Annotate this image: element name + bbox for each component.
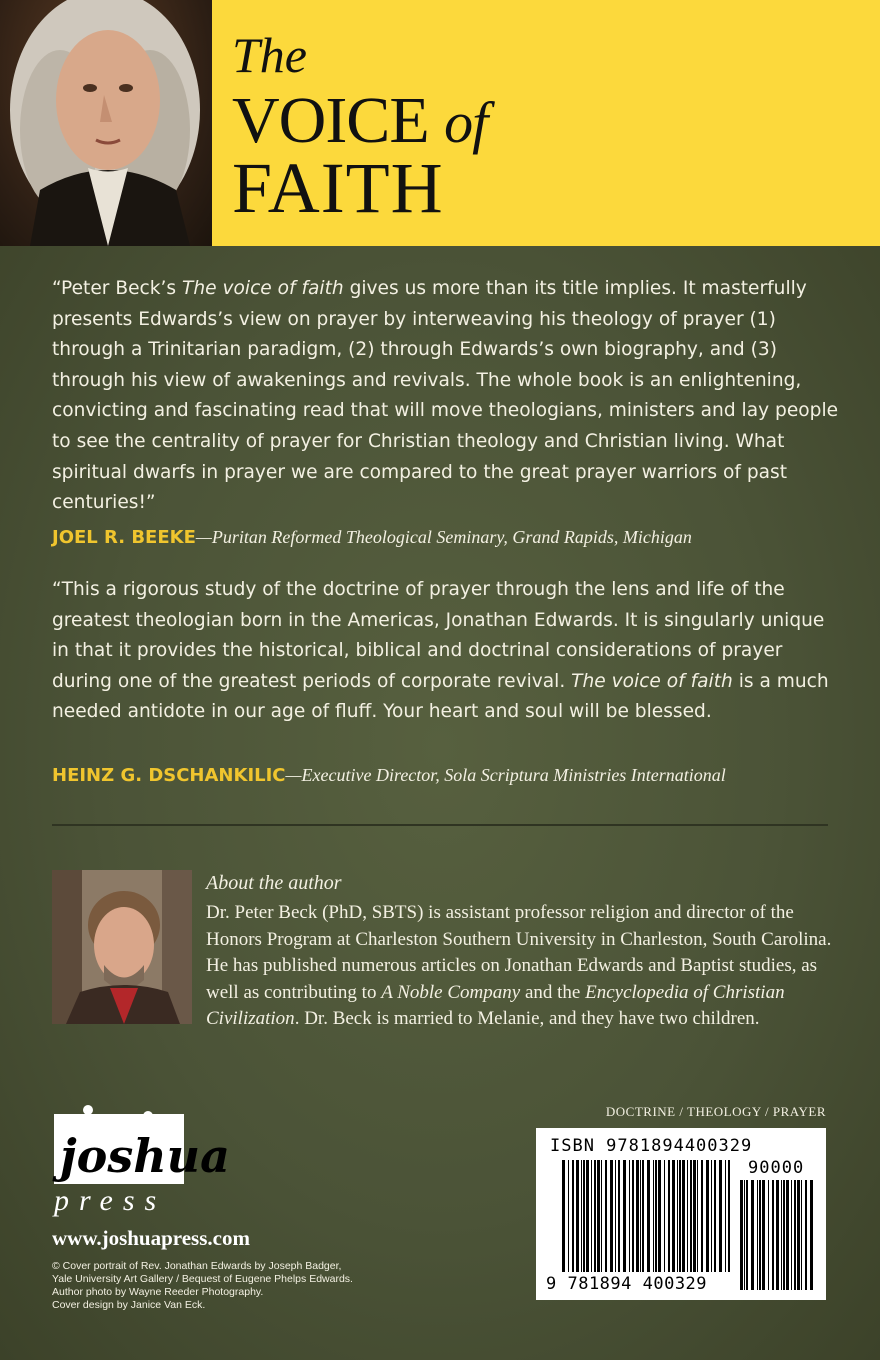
endorsement-attribution-1 bbox=[52, 527, 852, 548]
barcode-bar bbox=[794, 1180, 796, 1290]
barcode-bar bbox=[605, 1160, 607, 1272]
barcode-bar bbox=[597, 1160, 600, 1272]
title-banner bbox=[0, 0, 880, 246]
barcode-bar bbox=[615, 1160, 616, 1272]
logo-subword: press bbox=[54, 1184, 167, 1217]
endorsement-quote-1 bbox=[52, 274, 842, 519]
barcode-bar bbox=[746, 1180, 748, 1290]
barcode-bar bbox=[786, 1180, 789, 1290]
quote-1-text-a: “Peter Beck’s bbox=[52, 278, 183, 299]
barcode-bar bbox=[801, 1180, 802, 1290]
barcode-bar bbox=[711, 1160, 712, 1272]
joshua-press-logo bbox=[52, 1104, 230, 1217]
barcode-bar bbox=[781, 1180, 782, 1290]
title-of-word: of bbox=[444, 90, 488, 155]
isbn-label: ISBN 9781894400329 bbox=[550, 1136, 753, 1156]
barcode-bar bbox=[728, 1160, 730, 1272]
barcode-bar bbox=[677, 1160, 678, 1272]
barcode-bar bbox=[701, 1160, 703, 1272]
barcode-bar bbox=[664, 1160, 665, 1272]
barcode-bar bbox=[706, 1160, 709, 1272]
barcode-bar bbox=[653, 1160, 654, 1272]
ean-digits: 9 781894 400329 bbox=[546, 1274, 708, 1294]
barcode-bar bbox=[594, 1160, 596, 1272]
barcode-bar bbox=[757, 1180, 758, 1290]
credit-line: Yale University Art Gallery / Bequest of Eugene Phelps Edwards. bbox=[52, 1273, 353, 1285]
endorsement-attribution-2 bbox=[52, 765, 852, 786]
barcode-bar bbox=[751, 1180, 754, 1290]
barcode-bar bbox=[562, 1160, 565, 1272]
title-the: The bbox=[232, 27, 307, 83]
barcode-bar bbox=[744, 1180, 745, 1290]
endorser-affiliation-2: —Executive Director, Sola Scriptura Ministries International bbox=[285, 765, 726, 785]
price-code: 90000 bbox=[748, 1158, 805, 1178]
credit-line: Cover design by Janice Van Eck. bbox=[52, 1299, 206, 1311]
barcode-bar bbox=[568, 1160, 569, 1272]
title-voice-word: VOICE bbox=[232, 84, 429, 157]
barcode-bar bbox=[805, 1180, 807, 1290]
barcode-bar bbox=[740, 1180, 743, 1290]
about-italic-2: Encyclopedia of Christian Civilization bbox=[206, 981, 785, 1030]
barcode-bar bbox=[601, 1160, 602, 1272]
barcode-bar bbox=[679, 1160, 681, 1272]
barcode-bar bbox=[591, 1160, 592, 1272]
barcode-bar bbox=[572, 1160, 574, 1272]
credit-line: Author photo by Wayne Reeder Photography. bbox=[52, 1286, 264, 1298]
quote-1-text-b: gives us more than its title implies. It masterfully presents Edwards’s view on prayer by interweaving his theology of prayer (1) through a Trinitarian paradigm, (2) through Edwards’s own biography, and (3) through his view of awakenings and revivals. The whole book is an enlightening, convicting and fascinating read that will move theologians, ministers and lay people to see the centrality of prayer for Christian theology and Christian living. What spiritual dwarfs in prayer we are compared to the great prayer warriors of past centuries!” bbox=[52, 278, 839, 514]
barcode-bar bbox=[693, 1160, 696, 1272]
author-photo bbox=[52, 870, 192, 1024]
barcode-bar bbox=[791, 1180, 792, 1290]
quote-2-text-a: “This a rigorous study of the doctrine of prayer through the lens and life of the greatest theologian born in the Americas, Jonathan Edwards. It is singularly unique in that it provides the historical, biblical and doctrinal considerations of prayer during one of the greatest periods of corporate revival. bbox=[52, 579, 825, 692]
barcode-bar bbox=[640, 1160, 641, 1272]
edwards-portrait bbox=[0, 0, 212, 246]
barcode-bar bbox=[762, 1180, 765, 1290]
barcode-bar bbox=[658, 1160, 661, 1272]
addon-bars bbox=[740, 1180, 816, 1290]
cover-credits bbox=[52, 1260, 353, 1312]
isbn-barcode bbox=[536, 1128, 826, 1300]
barcode-bar bbox=[576, 1160, 579, 1272]
barcode-bar bbox=[655, 1160, 657, 1272]
barcode-bar bbox=[772, 1180, 774, 1290]
quote-2-text-b: is a much needed antidote in our age of fluff. Your heart and soul will be blessed. bbox=[52, 670, 829, 723]
ean-bars bbox=[562, 1160, 732, 1272]
barcode-bar bbox=[642, 1160, 644, 1272]
barcode-bar bbox=[725, 1160, 726, 1272]
subject-category: DOCTRINE / THEOLOGY / PRAYER bbox=[605, 1104, 826, 1119]
barcode-bar bbox=[714, 1160, 716, 1272]
barcode-bar bbox=[586, 1160, 589, 1272]
endorsement-quote-2 bbox=[52, 575, 842, 728]
barcode-bar bbox=[583, 1160, 585, 1272]
barcode-bar bbox=[623, 1160, 626, 1272]
quote-2-book-title: The voice of faith bbox=[571, 670, 733, 692]
barcode-bar bbox=[647, 1160, 650, 1272]
barcode-bar bbox=[672, 1160, 675, 1272]
barcode-bar bbox=[581, 1160, 582, 1272]
barcode-bar bbox=[618, 1160, 620, 1272]
barcode-bar bbox=[610, 1160, 613, 1272]
about-author-text bbox=[206, 900, 836, 1033]
barcode-bar bbox=[668, 1160, 670, 1272]
title-faith: FAITH bbox=[232, 148, 444, 228]
title-voice bbox=[232, 84, 488, 157]
endorser-name-2: HEINZ G. DSCHANKILIC bbox=[52, 765, 286, 786]
barcode-bar bbox=[783, 1180, 785, 1290]
endorser-name-1: JOEL R. BEEKE bbox=[52, 527, 196, 548]
about-text-1: Dr. Peter Beck (PhD, SBTS) is assistant professor religion and director of the Honors Program at Charleston Southern University in Charleston, South Carolina. He has published numerous articles on Jonathan Edwards and Baptist studies, as well as contributing to bbox=[206, 902, 832, 1003]
barcode-bar bbox=[776, 1180, 779, 1290]
barcode-bar bbox=[759, 1180, 761, 1290]
barcode-bar bbox=[690, 1160, 692, 1272]
barcode-bar bbox=[810, 1180, 813, 1290]
logo-wordmark: joshua bbox=[60, 1129, 230, 1183]
barcode-bar bbox=[687, 1160, 688, 1272]
barcode-bar bbox=[719, 1160, 722, 1272]
about-text-3: . Dr. Beck is married to Melanie, and they have two children. bbox=[294, 1008, 760, 1030]
quote-1-book-title: The voice of faith bbox=[182, 278, 344, 299]
barcode-bar bbox=[682, 1160, 685, 1272]
credit-line: © Cover portrait of Rev. Jonathan Edwards by Joseph Badger, bbox=[52, 1260, 342, 1272]
barcode-bar bbox=[629, 1160, 630, 1272]
barcode-bar bbox=[632, 1160, 634, 1272]
barcode-bar bbox=[636, 1160, 639, 1272]
barcode-bar bbox=[697, 1160, 698, 1272]
about-text-2: and the bbox=[520, 981, 586, 1003]
section-divider bbox=[52, 824, 828, 826]
endorser-affiliation-1: —Puritan Reformed Theological Seminary, Grand Rapids, Michigan bbox=[195, 527, 692, 547]
about-author-heading: About the author bbox=[206, 872, 342, 894]
barcode-bar bbox=[768, 1180, 769, 1290]
publisher-url[interactable]: www.joshuapress.com bbox=[52, 1226, 250, 1250]
about-italic-1: A Noble Company bbox=[381, 981, 521, 1003]
barcode-bar bbox=[797, 1180, 800, 1290]
